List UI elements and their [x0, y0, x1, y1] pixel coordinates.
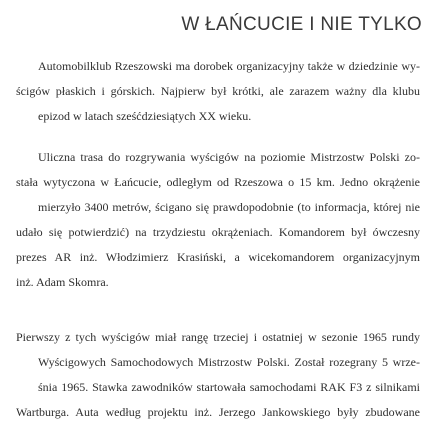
section-title: W ŁAŃCUCIE I NIE TYLKO	[181, 14, 422, 35]
text-line: udało się potwierdzić) na trzydziestu okrążeniach. Komandorem był ówczesny	[16, 225, 420, 239]
paragraph-2	[16, 145, 420, 295]
text-line: Pierwszy z tych wyścigów miał rangę trzeciej i ostatniej w sezonie 1965 rundy	[16, 330, 420, 344]
paragraph-1	[16, 54, 420, 129]
paragraph-3	[16, 325, 420, 425]
text-line: epizod w latach sześćdziesiątych XX wieku.	[38, 109, 252, 123]
text-line: Uliczna trasa do rozgrywania wyścigów na poziomie Mistrzostw Polski zo-	[38, 150, 420, 164]
text-line: ścigów płaskich i górskich. Najpierw był krótki, ale zarazem ważny dla klubu	[16, 84, 420, 98]
text-line: śnia 1965. Stawka zawodników startowała samochodami RAK F3 z silnikami	[38, 380, 420, 394]
text-line: stała wytyczona w Łańcucie, odległym od Rzeszowa o 15 km. Jedno okrążenie	[16, 175, 420, 189]
text-line: Wyścigowych Samochodowych Mistrzostw Polski. Został rozegrany 5 wrze-	[38, 355, 420, 369]
text-line: inż. Adam Skomra.	[16, 275, 109, 289]
text-line: Automobilklub Rzeszowski ma dorobek organizacyjny także w dziedzinie wy-	[38, 59, 420, 73]
text-line: prezes AR inż. Włodzimierz Krasiński, a wicekomandorem organizacyjnym	[16, 250, 420, 264]
text-line: mierzyło 3400 metrów, ścigano się prawdopodobnie (to informacja, której nie	[38, 200, 420, 214]
text-line: Wartburga. Auta według projektu inż. Jerzego Jankowskiego były zbudowane	[16, 405, 420, 419]
